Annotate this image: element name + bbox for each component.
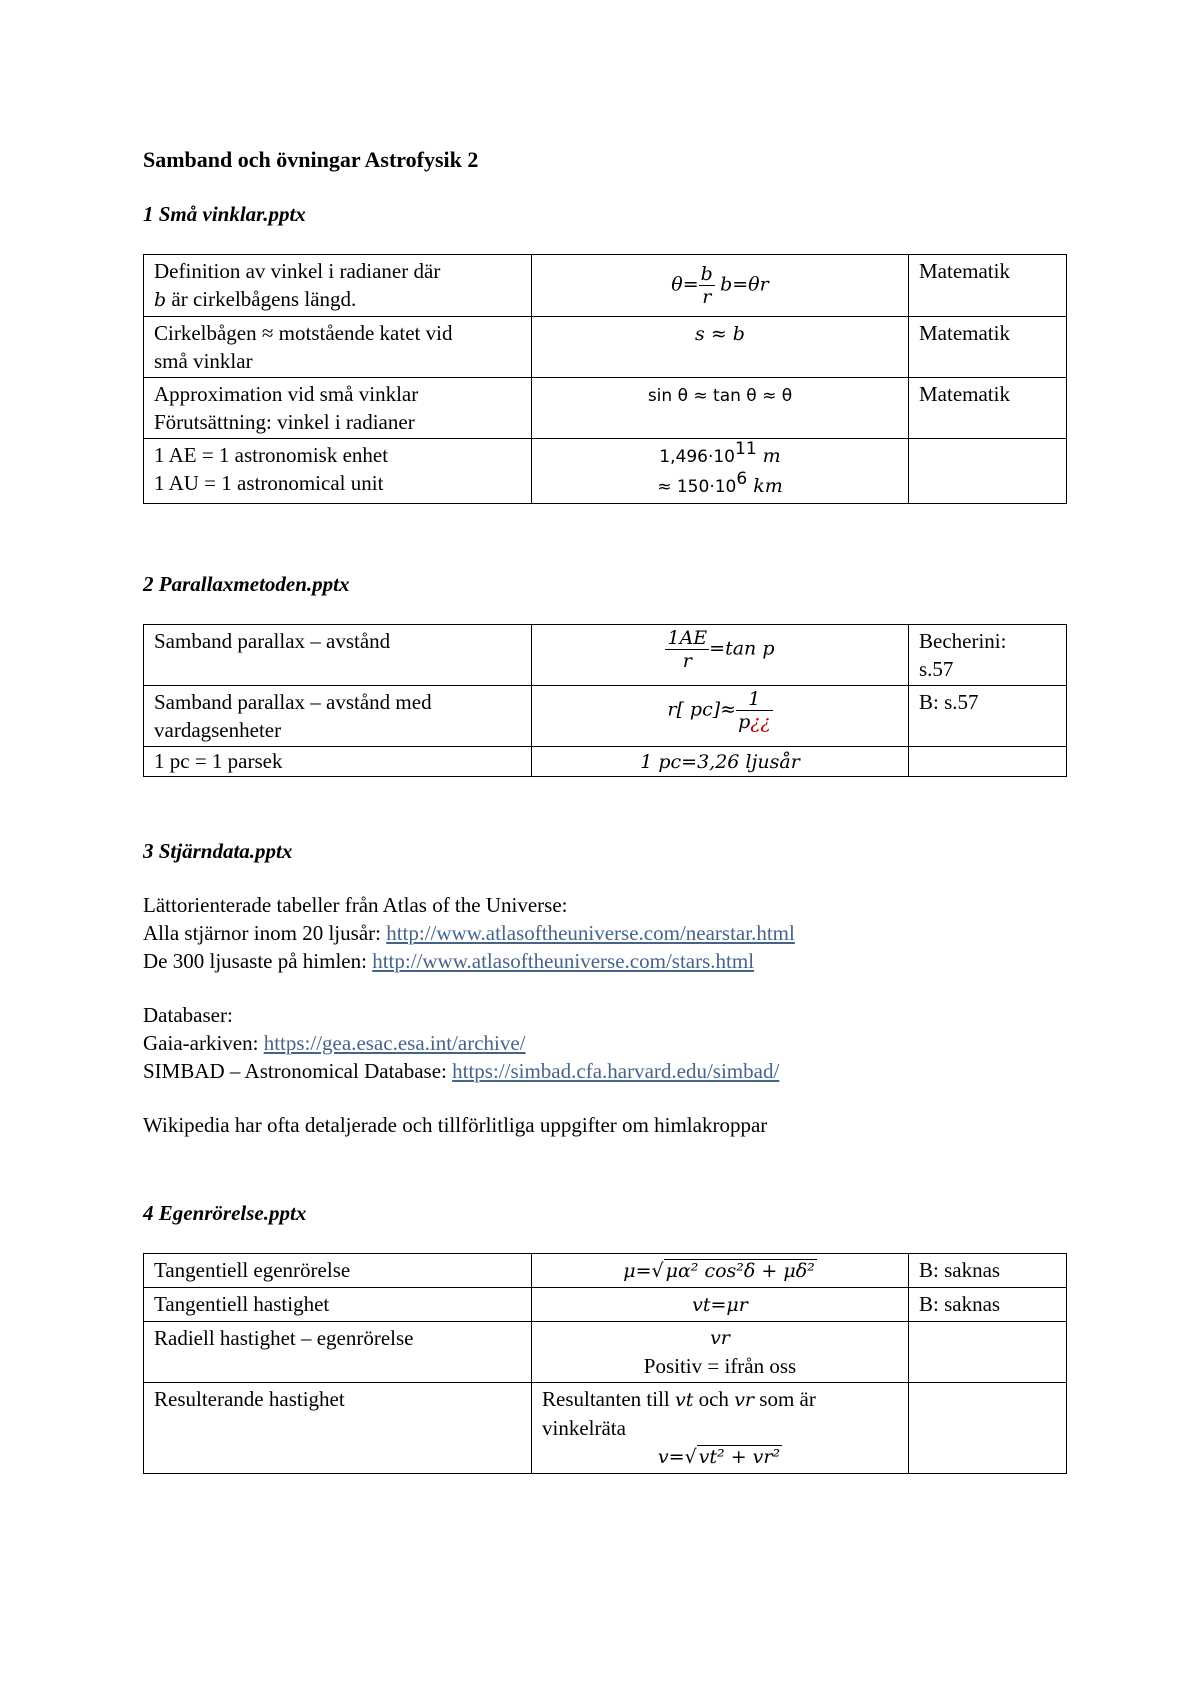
row-formula: $1,496\cdot 10^{11}$ m ≈ $150\cdot 10^6$ km <box>532 439 909 504</box>
link-line: Alla stjärnor inom 20 ljusår: http://www.atlasoftheuniverse.com/nearstar.html <box>143 921 795 945</box>
row-source: Matematik <box>909 378 1067 439</box>
row-description: Tangentiell egenrörelse <box>144 1254 532 1288</box>
atlas-intro: Lättorienterade tabeller från Atlas of the Universe: <box>143 893 568 917</box>
row-source: B: s.57 <box>909 686 1067 747</box>
row-formula: Resultanten till vt och vr som är vinkelräta v=√ vt² + vr² <box>532 1383 909 1474</box>
fraction: $\frac{b}{r}$ <box>700 263 713 308</box>
table-row <box>144 1383 1067 1474</box>
row-description: Samband parallax – avstånd <box>144 625 532 686</box>
table-row <box>144 686 1067 747</box>
table-row <box>144 317 1067 378</box>
databases-label: Databaser: <box>143 1003 233 1027</box>
row-source <box>909 439 1067 504</box>
row-formula: vt=μr <box>532 1288 909 1322</box>
atlas-nearstar-link[interactable]: http://www.atlasoftheuniverse.com/nearstar.html <box>386 921 795 945</box>
row-formula: s ≈ b <box>532 317 909 378</box>
proper-motion-table <box>143 1253 1067 1474</box>
simbad-link[interactable]: https://simbad.cfa.harvard.edu/simbad/ <box>452 1059 780 1083</box>
row-source: Matematik <box>909 255 1067 317</box>
row-formula: sin θ ≈ tan θ ≈ θ <box>532 378 909 439</box>
section-heading-star-data: 3 Stjärndata.pptx <box>143 839 293 863</box>
link-line: De 300 ljusaste på himlen: http://www.atlasoftheuniverse.com/stars.html <box>143 949 755 973</box>
row-source: B: saknas <box>909 1288 1067 1322</box>
parallax-table <box>143 624 1067 777</box>
row-description: Tangentiell hastighet <box>144 1288 532 1322</box>
table-row <box>144 439 1067 504</box>
wikipedia-note: Wikipedia har ofta detaljerade och tillförlitliga uppgifter om himlakroppar <box>143 1113 768 1137</box>
fraction: $\frac{1}{p¿¿}$ <box>738 688 771 733</box>
row-formula: r[ pc]≈ $\frac{1}{p¿¿}$ <box>532 686 909 747</box>
row-description: 1 AE = 1 astronomisk enhet 1 AU = 1 astronomical unit <box>144 439 532 504</box>
gaia-archive-link[interactable]: https://gea.esac.esa.int/archive/ <box>263 1031 526 1055</box>
row-source <box>909 747 1067 777</box>
row-source <box>909 1322 1067 1383</box>
row-description: Cirkelbågen ≈ motstående katet vid små vinklar <box>144 317 532 378</box>
table-row <box>144 625 1067 686</box>
table-row <box>144 1288 1067 1322</box>
table-row <box>144 747 1067 777</box>
row-formula: 1 pc=3,26 ljusår <box>532 747 909 777</box>
row-description: 1 pc = 1 parsek <box>144 747 532 777</box>
table-row <box>144 1322 1067 1383</box>
row-source: Matematik <box>909 317 1067 378</box>
row-formula: μ=√ μα² cos²δ + μδ² <box>532 1254 909 1288</box>
row-description: Approximation vid små vinklar Förutsättning: vinkel i radianer <box>144 378 532 439</box>
row-formula: $\frac{1AE}{r}$ =tan p <box>532 625 909 686</box>
row-description: Resulterande hastighet <box>144 1383 532 1474</box>
row-description: Radiell hastighet – egenrörelse <box>144 1322 532 1383</box>
table-row <box>144 1254 1067 1288</box>
row-description: Definition av vinkel i radianer där b är cirkelbågens längd. <box>144 255 532 317</box>
row-source: Becherini: s.57 <box>909 625 1067 686</box>
section-heading-parallax: 2 Parallaxmetoden.pptx <box>143 572 350 596</box>
document-body <box>143 146 1063 1474</box>
section-heading-proper-motion: 4 Egenrörelse.pptx <box>143 1201 307 1225</box>
link-line: SIMBAD – Astronomical Database: https://simbad.cfa.harvard.edu/simbad/ <box>143 1059 780 1083</box>
row-description: Samband parallax – avstånd med vardagsenheter <box>144 686 532 747</box>
atlas-stars-link[interactable]: http://www.atlasoftheuniverse.com/stars.html <box>372 949 755 973</box>
table-row <box>144 255 1067 317</box>
table-row <box>144 378 1067 439</box>
row-formula: vr Positiv = ifrån oss <box>532 1322 909 1383</box>
section-heading-small-angles: 1 Små vinklar.pptx <box>143 202 306 226</box>
link-line: Gaia-arkiven: https://gea.esac.esa.int/archive/ <box>143 1031 526 1055</box>
small-angles-table <box>143 254 1067 504</box>
row-formula: θ= $\frac{b}{r}$ b=θr <box>532 255 909 317</box>
fraction: $\frac{1AE}{r}$ <box>667 627 708 672</box>
document-title: Samband och övningar Astrofysik 2 <box>143 147 479 172</box>
row-source <box>909 1383 1067 1474</box>
row-source: B: saknas <box>909 1254 1067 1288</box>
